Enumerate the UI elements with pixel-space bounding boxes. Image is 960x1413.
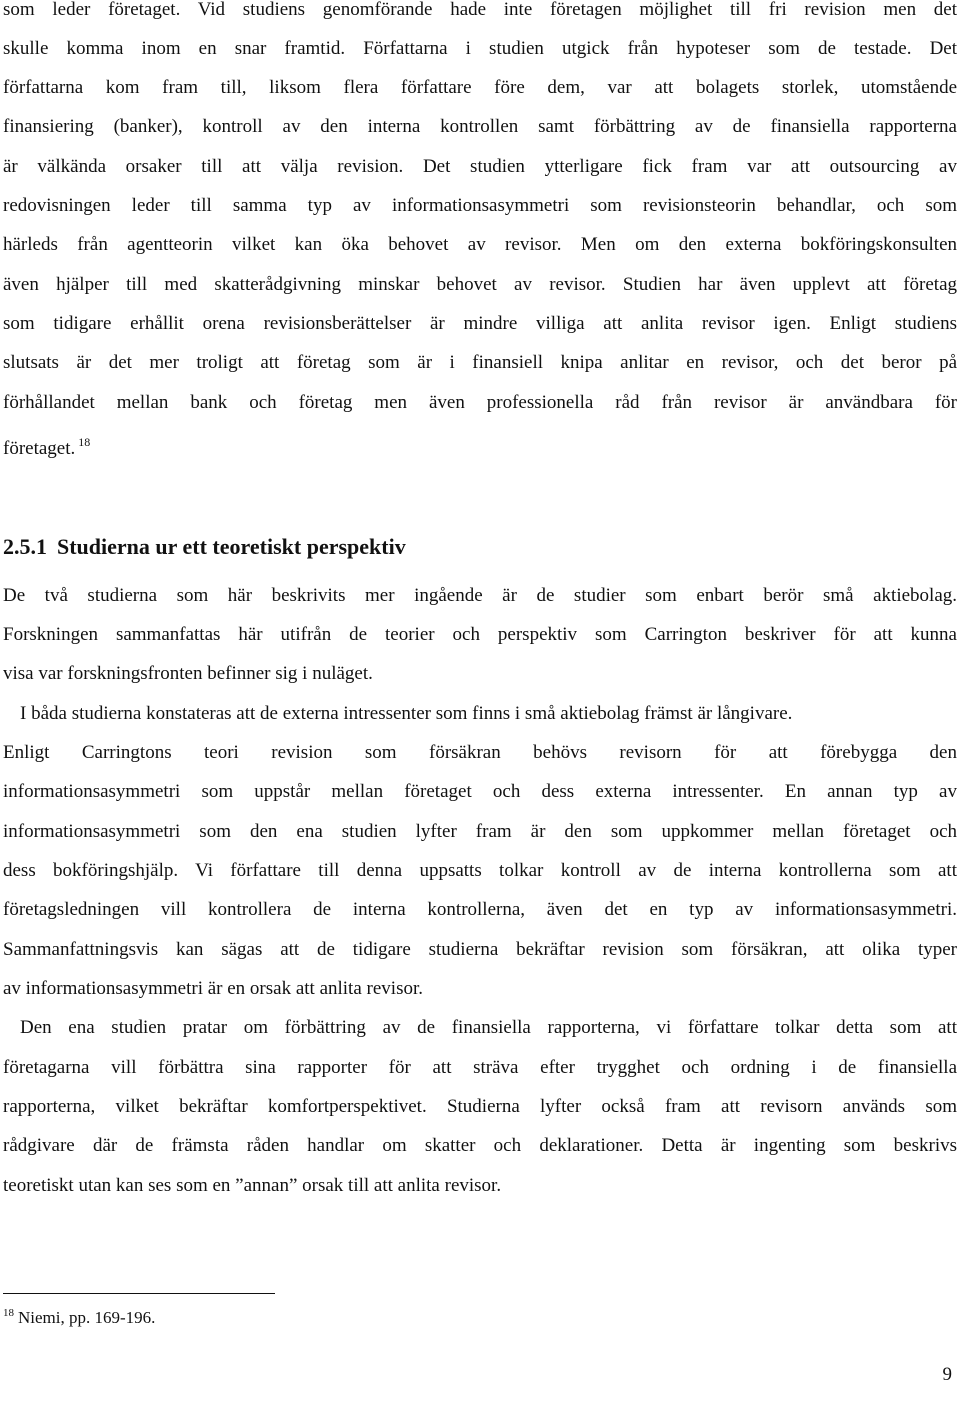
section-title: Studierna ur ett teoretiskt perspektiv [57,534,406,559]
footnote-separator [3,1293,275,1294]
paragraph-line: Sammanfattningsvis kan sägas att de tidigare studierna bekräftar revision som försäkran, att olika typer [3,939,957,960]
paragraph-line: visa var forskningsfronten befinner sig i nuläget. [3,663,373,684]
paragraph-line: slutsats är det mer troligt att företag som är i finansiell knipa anlitar en revisor, och det beror på [3,352,957,373]
paragraph-line: företagsledningen vill kontrollera de interna kontrollerna, även det en typ av informationsasymmetri. [3,899,957,920]
paragraph-line: härleds från agentteorin vilket kan öka behovet av revisor. Men om den externa bokföringskonsulten [3,234,957,255]
section-heading [3,532,406,562]
paragraph-line: även hjälper till med skatterådgivning minskar behovet av revisor. Studien har även upplevt att företag [3,274,957,295]
paragraph-line: rapporterna, vilket bekräftar komfortperspektivet. Studierna lyfter också fram att revisorn används som [3,1096,957,1117]
footnote-text: Niemi, pp. 169-196. [18,1308,156,1327]
paragraph-line: skulle komma inom en snar framtid. Författarna i studien utgick från hypoteser som de testade. Det [3,38,957,59]
footnote-number: 18 [3,1307,14,1319]
footnote [3,1302,155,1329]
paragraph-line: dess bokföringshjälp. Vi författare till denna uppsatts tolkar kontroll av de interna kontrollerna som att [3,860,957,881]
paragraph-line: förhållandet mellan bank och företag men även professionella råd från revisor är användbara för [3,392,957,413]
paragraph-line: teoretiskt utan kan ses som en ”annan” orsak till att anlita revisor. [3,1175,502,1196]
paragraph-line: som leder företaget. Vid studiens genomförande hade inte företagen möjlighet till fri revision men det [3,0,957,20]
paragraph-last-line [3,430,957,461]
paragraph-line: rådgivare där de främsta råden handlar om skatter och deklarationer. Detta är ingenting som beskrivs [3,1135,957,1156]
paragraph-text: företaget. [3,438,76,459]
page-number: 9 [942,1364,952,1385]
paragraph-line: informationsasymmetri som den ena studien lyfter fram är den som uppkommer mellan företaget och [3,821,957,842]
paragraph-line: finansiering (banker), kontroll av den interna kontrollen samt förbättring av de finansiella rapporterna [3,116,957,137]
paragraph-line: som tidigare erhållit orena revisionsberättelser är mindre villiga att anlita revisor igen. Enligt studiens [3,313,957,334]
paragraph-line: företagarna vill förbättra sina rapporter för att sträva efter trygghet och ordning i de finansiella [3,1057,957,1078]
paragraph-line: De två studierna som här beskrivits mer ingående är de studier som enbart berör små aktiebolag. [3,585,957,606]
footnote-reference[interactable]: 18 [78,435,91,449]
paragraph-line: informationsasymmetri som uppstår mellan företaget och dess externa intressenter. En annan typ av [3,781,957,802]
paragraph-line: av informationsasymmetri är en orsak att anlita revisor. [3,978,423,999]
section-number: 2.5.1 [3,534,47,559]
paragraph-line: Den ena studien pratar om förbättring av de finansiella rapporterna, vi författare tolkar detta som att [20,1017,957,1038]
paragraph-line: Enligt Carringtons teori revision som försäkran behövs revisorn för att förebygga den [3,742,957,763]
paragraph-line: Forskningen sammanfattas här utifrån de teorier och perspektiv som Carrington beskriver för att kunna [3,624,957,645]
paragraph-line: redovisningen leder till samma typ av informationsasymmetri som revisionsteorin behandlar, och som [3,195,957,216]
paragraph-line: I båda studierna konstateras att de externa intressenter som finns i små aktiebolag främst är långivare. [20,703,793,724]
paragraph-line: författarna kom fram till, liksom flera författare före dem, var att bolagets storlek, utomstående [3,77,957,98]
paragraph-line: är välkända orsaker till att välja revision. Det studien ytterligare fick fram var att outsourcing av [3,156,957,177]
